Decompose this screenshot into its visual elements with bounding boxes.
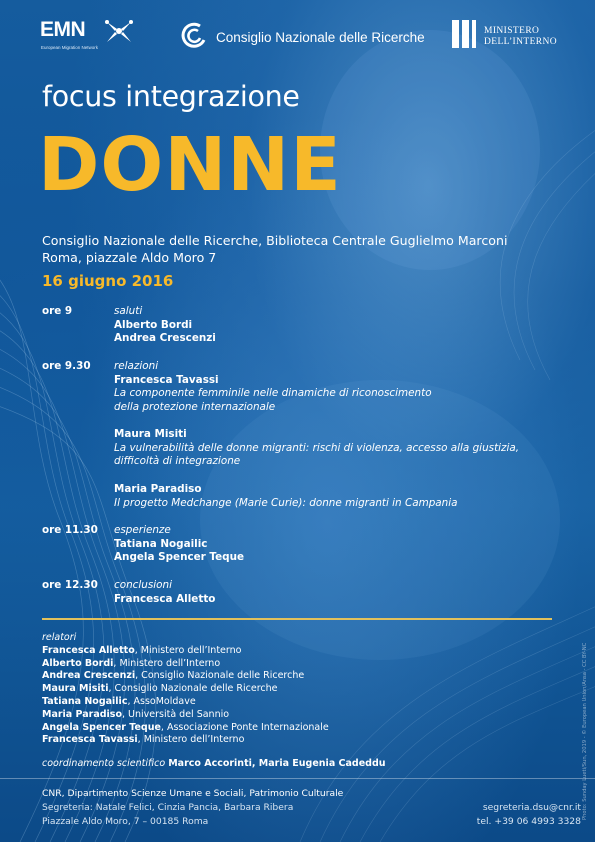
venue-line-1: Consiglio Nazionale delle Ricerche, Biblioteca Centrale Guglielmo Marconi xyxy=(42,233,508,248)
footer-divider xyxy=(0,778,595,779)
talk-title-line: La vulnerabilità delle donne migranti: rischi di violenza, accesso alla giustizia, xyxy=(114,441,520,454)
talk-block xyxy=(114,483,458,510)
speaker-entry-name: Francesca Tavassi xyxy=(42,734,138,746)
speaker-entry-affiliation: , AssoMoldave xyxy=(127,695,196,707)
talk-title-line: Il progetto Medchange (Marie Curie): donne migranti in Campania xyxy=(114,496,458,509)
contact-email[interactable]: segreteria.dsu@cnr.it xyxy=(482,802,581,813)
speaker-name: Maria Paradiso xyxy=(114,483,202,495)
kicker-title: focus integrazione xyxy=(42,80,300,113)
speaker-entry-affiliation: , Consiglio Nazionale delle Ricerche xyxy=(108,683,278,695)
event-date: 16 giugno 2016 xyxy=(42,272,174,290)
session-time: ore 9.30 xyxy=(42,360,91,372)
speaker-entry-affiliation: , Ministero dell’Interno xyxy=(134,644,242,656)
speaker-entry-name: Maura Misiti xyxy=(42,683,109,695)
speaker-entry-affiliation: , Ministero dell’Interno xyxy=(113,657,221,669)
footer-department: CNR, Dipartimento Scienze Umane e Sociali, Patrimonio Culturale xyxy=(42,788,344,799)
speaker-name: Francesca Alletto xyxy=(114,592,216,605)
emn-logo-text: EMN xyxy=(40,18,86,41)
session-time: ore 11.30 xyxy=(42,524,98,536)
coordination-label: coordinamento scientifico xyxy=(42,758,166,769)
speaker-entry xyxy=(42,670,329,683)
speaker-entry-affiliation: , Università del Sannio xyxy=(121,708,230,720)
session-block xyxy=(114,360,432,414)
cnr-name: Consiglio Nazionale delle Ricerche xyxy=(216,30,425,45)
footer-address: Piazzale Aldo Moro, 7 – 00185 Roma xyxy=(42,816,209,827)
speaker-name: Andrea Crescenzi xyxy=(114,332,216,344)
talk-title-line: La componente femminile nelle dinamiche di riconoscimento xyxy=(114,387,432,399)
speaker-entry-affiliation: , Consiglio Nazionale delle Ricerche xyxy=(135,670,305,682)
speaker-entry xyxy=(42,645,329,658)
speaker-entry-affiliation: , Ministero dell’Interno xyxy=(137,734,245,746)
ministry-line-2: DELL’INTERNO xyxy=(484,37,558,47)
speaker-entry-name: Alberto Bordi xyxy=(42,657,114,669)
speaker-name: Maura Misiti xyxy=(114,428,187,440)
footer-secretariat: Segreteria: Natale Felici, Cinzia Pancia, Barbara Ribera xyxy=(42,802,294,813)
emn-logo-subtitle: European Migration Network xyxy=(41,45,99,50)
speaker-entry-name: Angela Spencer Teque xyxy=(42,721,161,733)
speaker-entry-name: Francesca Alletto xyxy=(42,644,135,656)
speaker-name: Angela Spencer Teque xyxy=(114,551,245,563)
talk-title-line: difficoltà di integrazione xyxy=(114,455,241,467)
speaker-name: Alberto Bordi xyxy=(114,318,193,331)
footer-contacts xyxy=(477,801,581,829)
coordination-names: Marco Accorinti, Maria Eugenia Cadeddu xyxy=(168,758,386,769)
ministry-name xyxy=(484,26,557,48)
speaker-name: Tatiana Nogailic xyxy=(114,537,208,550)
talk-block xyxy=(114,428,519,469)
speakers-heading: relatori xyxy=(42,632,77,643)
scientific-coordination xyxy=(42,758,386,769)
cnr-mark-icon xyxy=(180,22,208,48)
speaker-name: Francesca Tavassi xyxy=(114,373,219,386)
speaker-entry xyxy=(42,683,329,696)
session-label: relazioni xyxy=(114,360,159,372)
contact-phone: tel. +39 06 4993 3328 xyxy=(476,816,581,827)
speaker-entry xyxy=(42,696,329,709)
photo-credit: Photo: Sunday Lueti/Sun, 2019 - © European Union/Ansa - CC BY-NC xyxy=(582,642,588,820)
speaker-entry-affiliation: , Associazione Ponte Internazionale xyxy=(160,721,329,733)
emn-logo xyxy=(40,18,140,52)
talk-title-line: della protezione internazionale xyxy=(114,400,276,413)
session-time: ore 12.30 xyxy=(42,579,98,591)
speaker-entry xyxy=(42,734,329,747)
ministry-emblem-icon xyxy=(452,20,478,48)
venue xyxy=(42,232,507,266)
speaker-entry-name: Andrea Crescenzi xyxy=(42,670,136,682)
session-block xyxy=(114,579,215,606)
ministry-line-1: MINISTERO xyxy=(484,26,540,36)
speaker-entry xyxy=(42,658,329,671)
session-time: ore 9 xyxy=(42,305,73,317)
speaker-entry xyxy=(42,709,329,722)
section-divider xyxy=(42,618,552,620)
footer-organizer xyxy=(42,787,343,829)
session-label: saluti xyxy=(114,305,143,317)
speaker-entry-name: Tatiana Nogailic xyxy=(42,695,128,707)
venue-line-2: Roma, piazzale Aldo Moro 7 xyxy=(42,250,217,265)
speakers-list xyxy=(42,632,329,747)
main-title: DONNE xyxy=(38,122,342,208)
session-label: conclusioni xyxy=(114,579,172,591)
session-block xyxy=(114,305,216,346)
emn-figure-icon xyxy=(103,18,135,46)
session-label: esperienze xyxy=(114,524,171,536)
speaker-entry-name: Maria Paradiso xyxy=(42,708,122,720)
session-block xyxy=(114,524,244,565)
speaker-entry xyxy=(42,722,329,735)
